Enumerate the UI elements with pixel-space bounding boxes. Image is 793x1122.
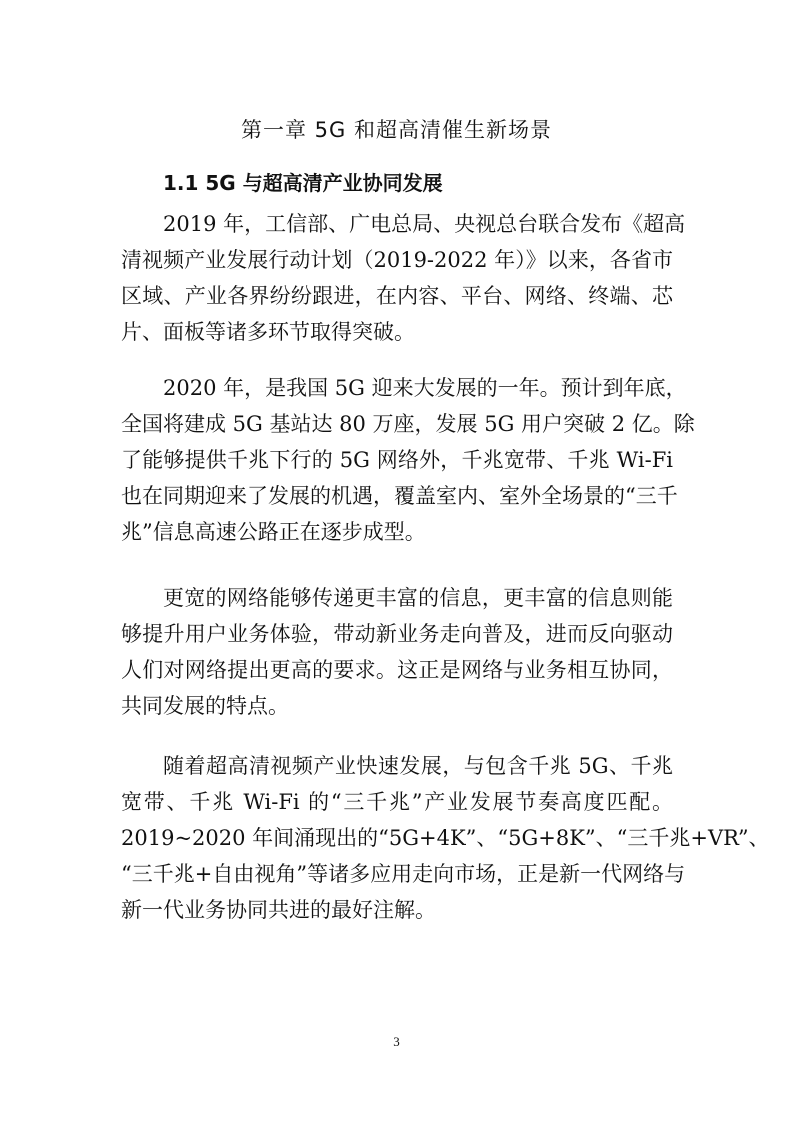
paragraph-line: 2019~2020 年间涌现出的“5G+4K”、“5G+8K”、“三千兆+VR”、 [121, 826, 770, 850]
paragraph-1 [121, 206, 686, 350]
paragraph-line: 宽带、千兆 Wi-Fi 的“三千兆”产业发展节奏高度匹配。 [121, 790, 673, 814]
paragraph-4 [121, 748, 770, 928]
paragraph-2 [121, 370, 695, 550]
chapter-title: 第一章 5G 和超高清催生新场景 [241, 118, 552, 142]
paragraph-line: 也在同期迎来了发展的机遇，覆盖室内、室外全场景的“三千 [121, 484, 678, 508]
paragraph-3 [121, 580, 673, 724]
section-title: 1.1 5G 与超高清产业协同发展 [163, 171, 443, 195]
paragraph-line: 2019 年，工信部、广电总局、央视总台联合发布《超高 [163, 212, 686, 236]
paragraph-line: 清视频产业发展行动计划（2019-2022 年）》以来，各省市 [121, 248, 673, 272]
paragraph-line: 全国将建成 5G 基站达 80 万座，发展 5G 用户突破 2 亿。除 [121, 412, 695, 436]
paragraph-line: 新一代业务协同共进的最好注解。 [121, 898, 436, 922]
paragraph-line: 区域、产业各界纷纷跟进，在内容、平台、网络、终端、芯 [121, 284, 673, 308]
paragraph-line: 人们对网络提出更高的要求。这正是网络与业务相互协同， [121, 658, 673, 682]
paragraph-line: 2020 年，是我国 5G 迎来大发展的一年。预计到年底， [163, 376, 687, 400]
paragraph-line: 片、面板等诸多环节取得突破。 [121, 320, 415, 344]
paragraph-line: 共同发展的特点。 [121, 694, 289, 718]
paragraph-line: 随着超高清视频产业快速发展，与包含千兆 5G、千兆 [163, 754, 673, 778]
paragraph-line: “三千兆+自由视角”等诸多应用走向市场，正是新一代网络与 [121, 862, 686, 886]
paragraph-line: 兆”信息高速公路正在逐步成型。 [121, 520, 426, 544]
paragraph-line: 更宽的网络能够传递更丰富的信息，更丰富的信息则能 [163, 586, 673, 610]
paragraph-line: 够提升用户业务体验，带动新业务走向普及，进而反向驱动 [121, 622, 673, 646]
page-number: 3 [393, 1034, 400, 1049]
paragraph-line: 了能够提供千兆下行的 5G 网络外，千兆宽带、千兆 Wi-Fi [121, 448, 673, 472]
